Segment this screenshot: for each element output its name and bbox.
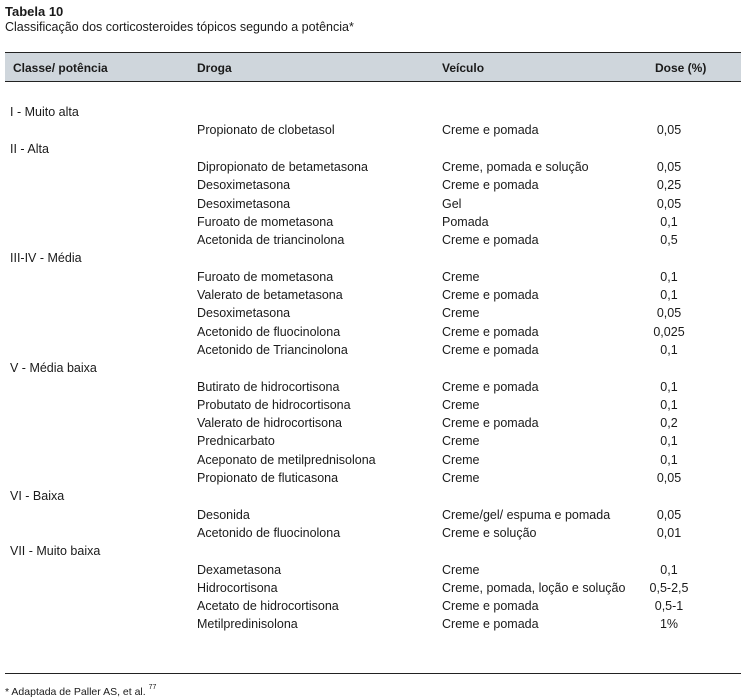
dose-cell: 0,25	[656, 178, 682, 193]
dose-cell: 0,1	[660, 269, 678, 284]
dose-cell: 0,5-2,5	[649, 580, 689, 595]
classe-cell: V - Média baixa	[10, 361, 97, 376]
veiculo-cell: Creme e pomada	[442, 599, 539, 614]
droga-cell: Desoximetasona	[197, 306, 291, 321]
droga-cell: Desonida	[197, 507, 250, 522]
droga-cell: Valerato de hidrocortisona	[197, 416, 342, 431]
veiculo-cell: Creme	[442, 397, 480, 412]
header-classe: Classe/ potência	[13, 61, 108, 75]
dose-cell: 0,05	[656, 159, 682, 174]
table-subtitle: Classificação dos corticosteroides tópicos segundo a potência*	[5, 20, 354, 34]
veiculo-cell: Creme, pomada e solução	[442, 159, 589, 174]
dose-cell: 0,1	[660, 214, 678, 229]
veiculo-cell: Creme	[442, 306, 480, 321]
droga-cell: Propionato de fluticasona	[197, 471, 339, 485]
veiculo-cell: Creme e pomada	[442, 416, 539, 431]
veiculo-cell: Creme e pomada	[442, 123, 539, 138]
classe-cell: I - Muito alta	[10, 105, 79, 119]
droga-cell: Butirato de hidrocortisona	[197, 379, 340, 394]
dose-cell: 0,05	[656, 471, 682, 485]
footnote-ref: 77	[148, 684, 157, 691]
table-bottom-rule	[5, 673, 741, 674]
veiculo-cell: Pomada	[442, 214, 489, 229]
dose-cell: 0,5	[660, 233, 678, 248]
dose-cell: 0,1	[660, 342, 678, 357]
dose-cell: 0,1	[660, 562, 678, 577]
droga-cell: Acetato de hidrocortisona	[197, 599, 339, 614]
veiculo-cell: Creme e pomada	[442, 324, 539, 339]
droga-cell: Desoximetasona	[197, 196, 291, 211]
droga-cell: Prednicarbato	[197, 434, 275, 449]
droga-cell: Desoximetasona	[197, 178, 291, 193]
dose-cell: 0,1	[660, 379, 678, 394]
header-droga: Droga	[197, 61, 232, 75]
veiculo-cell: Gel	[442, 196, 462, 211]
droga-cell: Furoato de mometasona	[197, 269, 334, 284]
veiculo-cell: Creme e pomada	[442, 288, 539, 302]
veiculo-cell: Creme e pomada	[442, 379, 539, 394]
veiculo-cell: Creme, pomada, loção e solução	[442, 580, 626, 595]
veiculo-cell: Creme	[442, 269, 480, 284]
footnote-text: * Adaptada de Paller AS, et al.	[5, 686, 146, 698]
droga-cell: Metilpredinisolona	[197, 617, 298, 632]
footnote	[5, 684, 156, 698]
droga-cell: Probutato de hidrocortisona	[197, 397, 351, 412]
dose-cell: 0,1	[660, 434, 678, 449]
dose-cell: 0,01	[656, 525, 682, 540]
dose-cell: 0,05	[656, 507, 682, 522]
classe-cell: II - Alta	[10, 141, 49, 156]
table-title: Tabela 10	[5, 4, 64, 19]
veiculo-cell: Creme	[442, 452, 480, 467]
header-dose: Dose (%)	[655, 61, 707, 75]
veiculo-cell: Creme e pomada	[442, 342, 539, 357]
veiculo-cell: Creme e pomada	[442, 617, 539, 632]
droga-cell: Acetonido de Triancinolona	[197, 342, 348, 357]
dose-cell: 0,2	[660, 416, 678, 431]
dose-cell: 0,05	[656, 196, 682, 211]
dose-cell: 0,1	[660, 288, 678, 302]
droga-cell: Acetonida de triancinolona	[197, 233, 345, 248]
droga-cell: Acetonido de fluocinolona	[197, 324, 341, 339]
dose-cell: 0,05	[656, 123, 682, 138]
droga-cell: Hidrocortisona	[197, 580, 278, 595]
classe-cell: VI - Baixa	[10, 489, 65, 504]
classe-cell: III-IV - Média	[10, 251, 82, 266]
veiculo-cell: Creme	[442, 471, 480, 485]
droga-cell: Dipropionato de betametasona	[197, 159, 368, 174]
dose-cell: 0,025	[653, 324, 685, 339]
veiculo-cell: Creme/gel/ espuma e pomada	[442, 507, 611, 522]
dose-cell: 0,05	[656, 306, 682, 321]
dose-cell: 0,1	[660, 452, 678, 467]
droga-cell: Dexametasona	[197, 562, 282, 577]
veiculo-cell: Creme	[442, 434, 480, 449]
droga-cell: Furoato de mometasona	[197, 214, 334, 229]
dose-cell: 0,5-1	[654, 599, 684, 614]
table-header	[5, 52, 741, 82]
veiculo-cell: Creme e pomada	[442, 233, 539, 248]
droga-cell: Aceponato de metilprednisolona	[197, 452, 376, 467]
veiculo-cell: Creme e solução	[442, 525, 537, 540]
header-veiculo: Veículo	[442, 61, 485, 75]
dose-cell: 1%	[659, 617, 679, 632]
veiculo-cell: Creme	[442, 562, 480, 577]
veiculo-cell: Creme e pomada	[442, 178, 539, 193]
droga-cell: Acetonido de fluocinolona	[197, 525, 341, 540]
droga-cell: Propionato de clobetasol	[197, 123, 335, 138]
classe-cell: VII - Muito baixa	[10, 544, 101, 559]
dose-cell: 0,1	[660, 397, 678, 412]
droga-cell: Valerato de betametasona	[197, 288, 343, 302]
